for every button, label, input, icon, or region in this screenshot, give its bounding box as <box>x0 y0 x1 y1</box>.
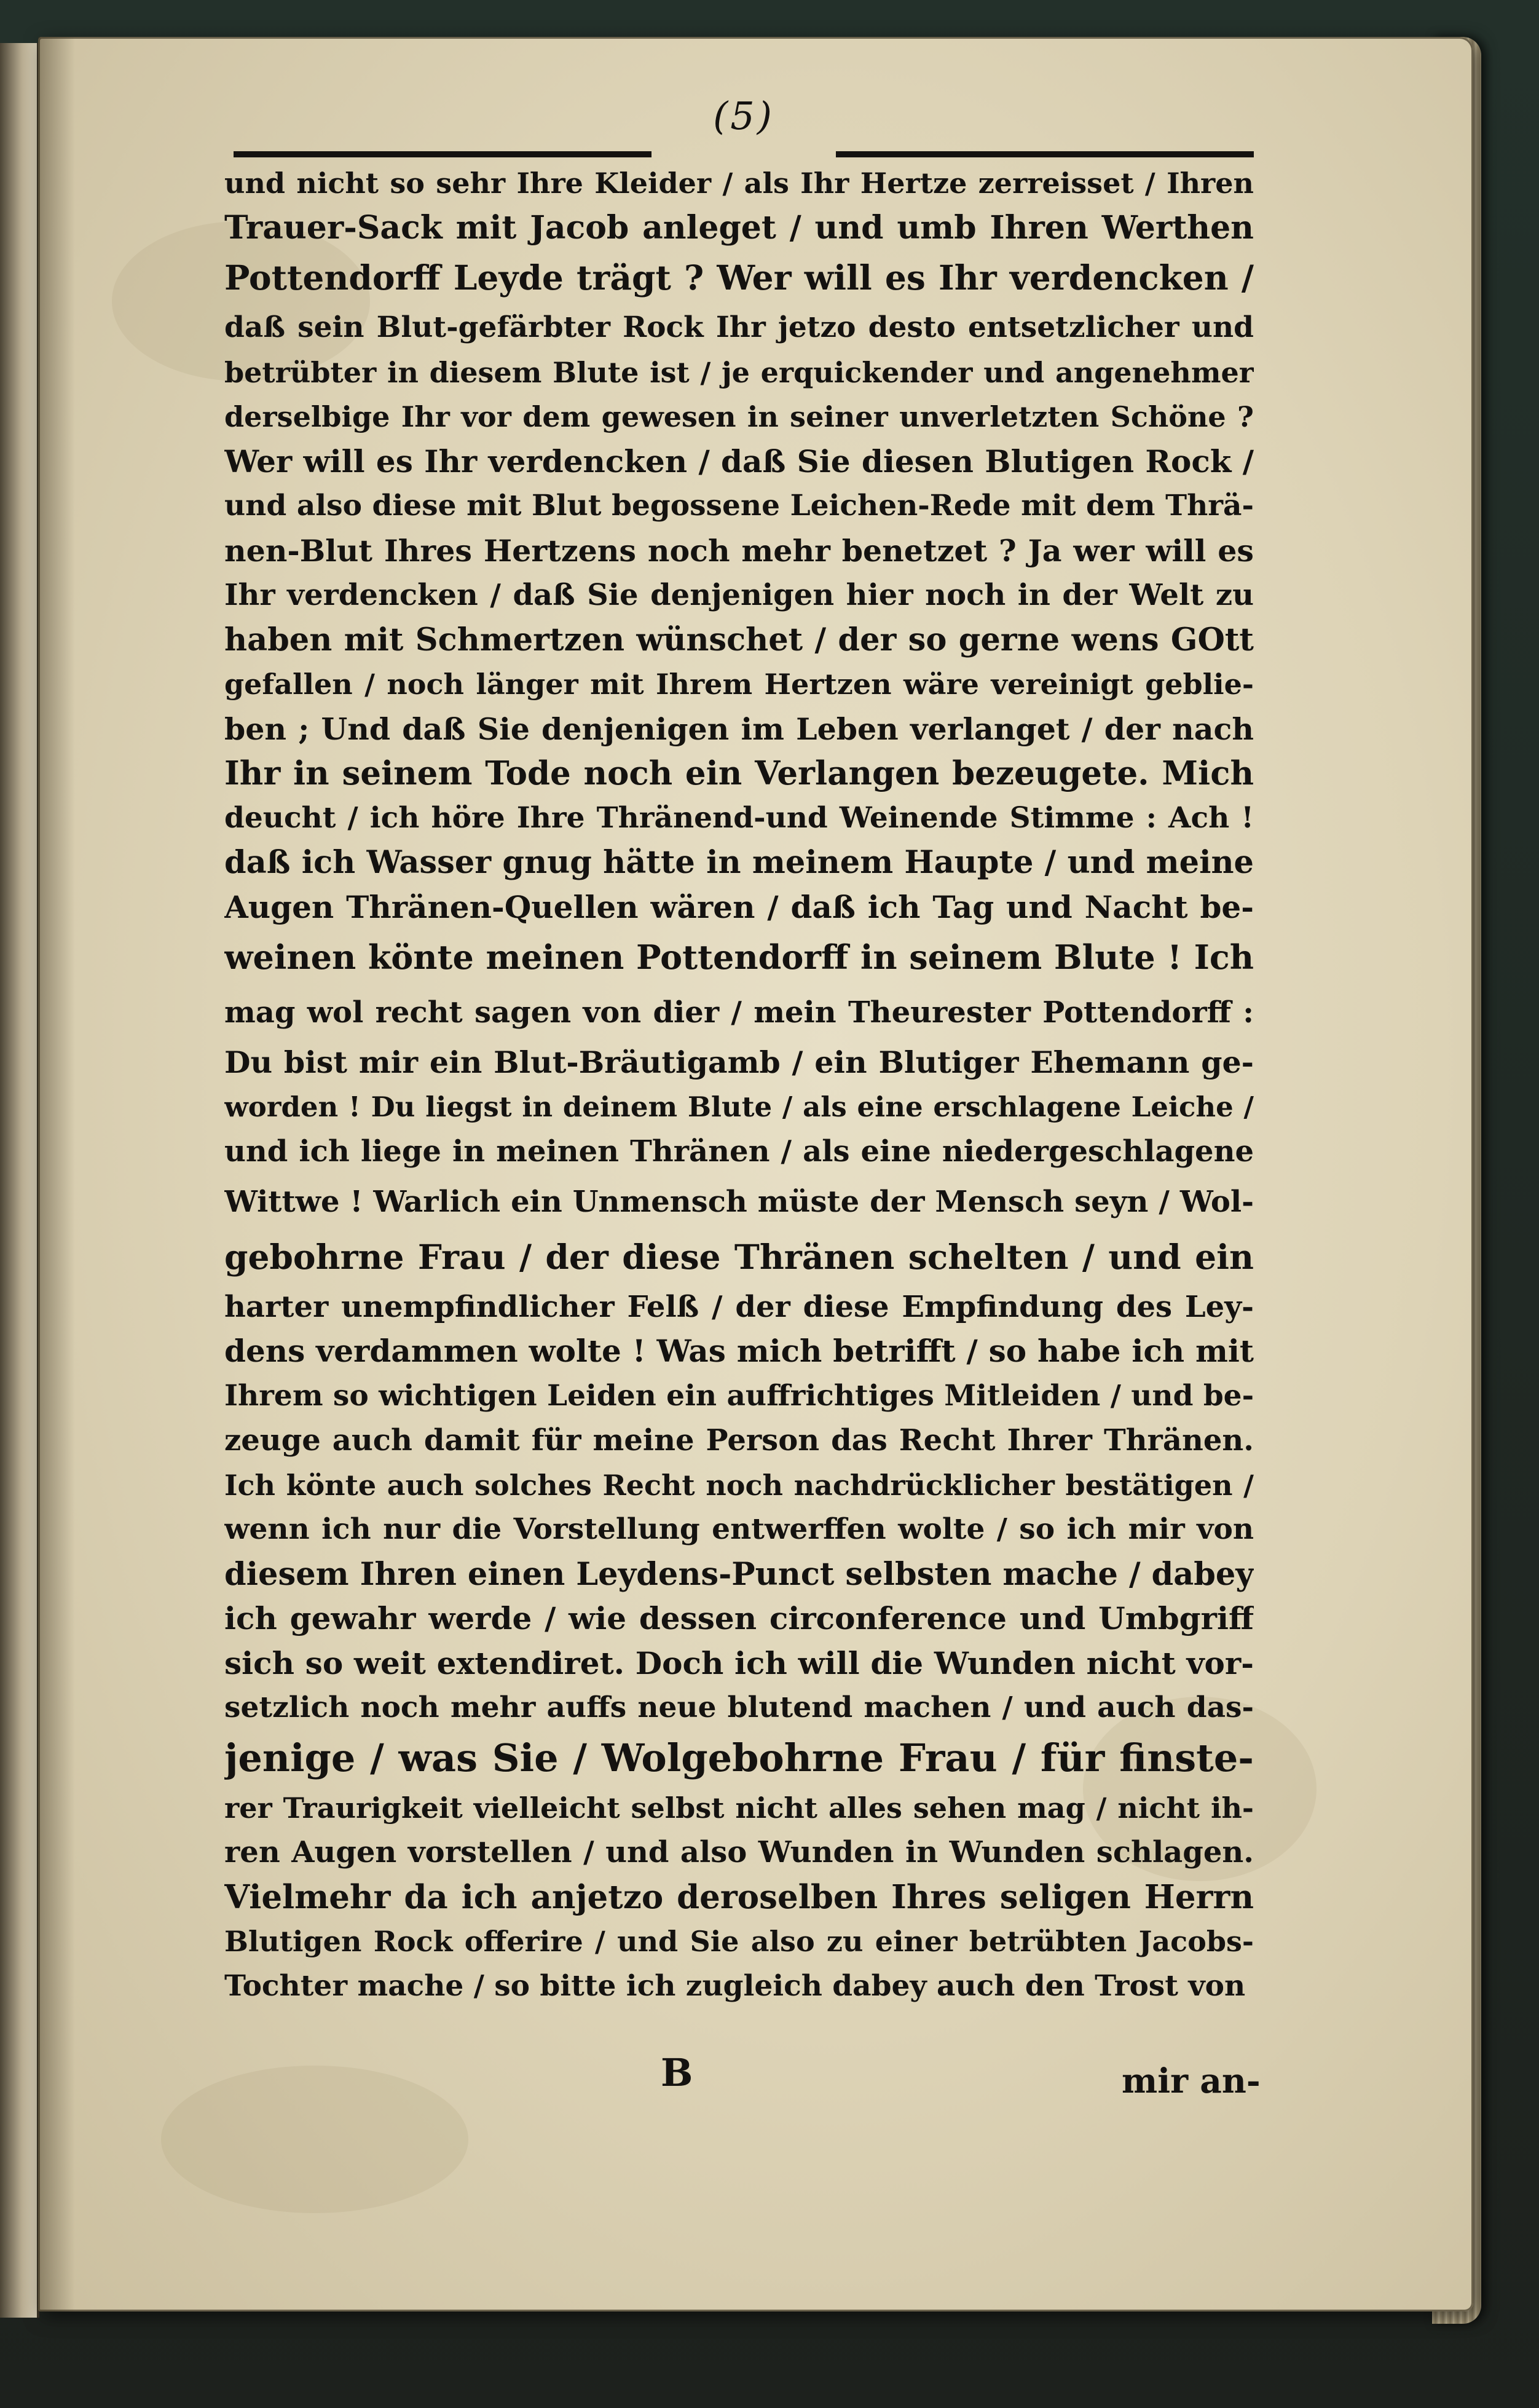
text-line: Du bist mir ein Blut-Bräutigamb / ein Blutiger Ehemann ge- <box>224 1044 1254 1080</box>
page-header <box>234 91 1254 165</box>
page-number: (5) <box>713 93 774 138</box>
text-line: weinen könte meinen Pottendorff in seinem Blute ! Ich <box>224 938 1254 977</box>
text-line: und ich liege in meinen Thränen / als eine niedergeschlagene <box>224 1134 1254 1169</box>
text-line: Pottendorff Leyde trägt ? Wer will es Ihr verdencken / <box>224 258 1254 298</box>
text-line: Ihr in seinem Tode noch ein Verlangen bezeugete. Mich <box>224 754 1254 792</box>
text-line: Ich könte auch solches Recht noch nachdrücklicher bestätigen / <box>224 1468 1254 1502</box>
text-line: zeuge auch damit für meine Person das Recht Ihrer Thränen. <box>224 1423 1254 1458</box>
text-line: wenn ich nur die Vorstellung entwerffen wolte / so ich mir von <box>224 1512 1254 1546</box>
text-line: setzlich noch mehr auffs neue blutend machen / und auch das- <box>224 1691 1254 1724</box>
text-line: Wer will es Ihr verdencken / daß Sie diesen Blutigen Rock / <box>224 443 1254 480</box>
signature-mark: B <box>661 2050 693 2095</box>
binding-shadow <box>38 37 75 2311</box>
text-line: worden ! Du liegst in deinem Blute / als eine erschlagene Leiche / <box>224 1090 1254 1123</box>
text-line: Augen Thränen-Quellen wären / daß ich Tag und Nacht be- <box>224 888 1254 925</box>
header-rule-right <box>836 151 1254 157</box>
text-line: dens verdammen wolte ! Was mich betrifft / so habe ich mit <box>224 1333 1254 1369</box>
text-line: Blutigen Rock offerire / und Sie also zu einer betrübten Jacobs- <box>224 1925 1254 1958</box>
text-line: Tochter mache / so bitte ich zugleich dabey auch den Trost von <box>224 1968 1246 2003</box>
text-line: deucht / ich höre Ihre Thränend-und Weinende Stimme : Ach ! <box>224 800 1254 835</box>
text-line: harter unempfindlicher Felß / der diese Empfindung des Ley- <box>224 1289 1254 1324</box>
body-text <box>224 161 1254 2008</box>
text-line: sich so weit extendiret. Doch ich will die Wunden nicht vor- <box>224 1644 1254 1681</box>
text-line: jenige / was Sie / Wolgebohrne Frau / für finste- <box>224 1735 1254 1780</box>
text-line: Trauer-Sack mit Jacob anleget / und umb Ihren Werthen <box>224 208 1254 247</box>
left-page-edge <box>0 43 39 2318</box>
header-rule-left <box>234 151 651 157</box>
text-line: mag wol recht sagen von dier / mein Theurester Pottendorff : <box>224 995 1254 1030</box>
catchword: mir an- <box>1122 2061 1261 2101</box>
text-line: ben ; Und daß Sie denjenigen im Leben verlanget / der nach <box>224 711 1254 747</box>
text-line: und also diese mit Blut begossene Leichen-Rede mit dem Thrä- <box>224 489 1254 523</box>
text-line: Ihrem so wichtigen Leiden ein auffrichtiges Mitleiden / und be- <box>224 1378 1254 1413</box>
text-line: ren Augen vorstellen / und also Wunden in Wunden schlagen. <box>224 1835 1254 1869</box>
text-line: ich gewahr werde / wie dessen circonference und Umbgriff <box>224 1600 1254 1636</box>
text-line: Vielmehr da ich anjetzo deroselben Ihres seligen Herrn <box>224 1877 1254 1916</box>
text-line: daß ich Wasser gnug hätte in meinem Haupte / und meine <box>224 844 1254 881</box>
text-line: rer Traurigkeit vielleicht selbst nicht alles sehen mag / nicht ih- <box>224 1791 1254 1825</box>
paper-stain <box>161 2066 468 2213</box>
text-line: Ihr verdencken / daß Sie denjenigen hier noch in der Welt zu <box>224 578 1254 612</box>
text-line: Wittwe ! Warlich ein Unmensch müste der Mensch seyn / Wol- <box>224 1184 1254 1219</box>
text-line: haben mit Schmertzen wünschet / der so gerne wens GOtt <box>224 621 1254 658</box>
text-line: derselbige Ihr vor dem gewesen in seiner unverletzten Schöne ? <box>224 400 1254 433</box>
text-line: und nicht so sehr Ihre Kleider / als Ihr Hertze zerreisset / Ihren <box>224 167 1254 200</box>
text-line: betrübter in diesem Blute ist / je erquickender und angenehmer <box>224 355 1254 389</box>
text-line: daß sein Blut-gefärbter Rock Ihr jetzo desto entsetzlicher und <box>224 310 1254 344</box>
text-line: gefallen / noch länger mit Ihrem Hertzen wäre vereinigt geblie- <box>224 668 1254 701</box>
text-line: gebohrne Frau / der diese Thränen schelten / und ein <box>224 1236 1254 1277</box>
text-line: nen-Blut Ihres Hertzens noch mehr benetzet ? Ja wer will es <box>224 532 1254 569</box>
text-line: diesem Ihren einen Leydens-Punct selbsten mache / dabey <box>224 1555 1254 1593</box>
